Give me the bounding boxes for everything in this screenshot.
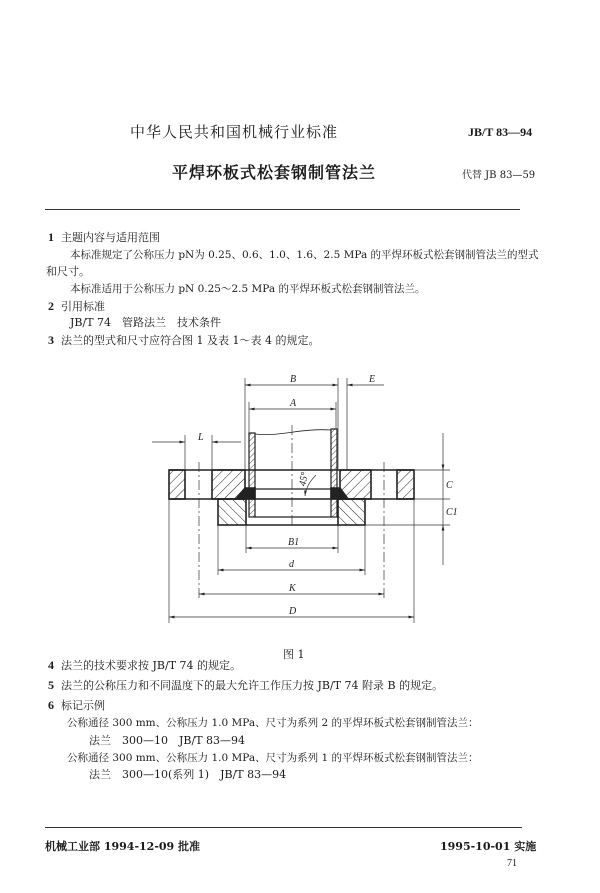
example-1-mark: 法兰 300—10 JB/T 83—94 (89, 734, 246, 747)
angle-label: 45° (297, 471, 311, 487)
section-6-heading: 6 标记示例 (48, 698, 105, 712)
section-4-text: 4 法兰的技术要求按 JB/T 74 的规定。 (48, 658, 242, 672)
flange-section (169, 429, 414, 525)
replaces-note: 代替 JB 83—59 (462, 170, 536, 181)
section-1-para1-cont: 和尺寸。 (46, 265, 90, 278)
example-2-mark: 法兰 300—10(系列 1) JB/T 83—94 (89, 768, 287, 781)
effective-date: 1995-10-01 实施 (440, 840, 537, 853)
dim-label-L: L (198, 432, 204, 443)
dim-label-C: C (446, 480, 453, 491)
footer-rule (45, 827, 522, 828)
dim-label-C1: C1 (446, 507, 458, 518)
example-2-desc: 公称通径 300 mm、公称压力 1.0 MPa、尺寸为系列 1 的平焊环板式松套钢制管法兰： (67, 752, 479, 764)
dim-label-K: K (289, 583, 296, 594)
dim-label-A: A (290, 398, 297, 409)
dim-label-D: D (289, 606, 297, 617)
page-number: 71 (507, 858, 517, 869)
approval-note: 机械工业部 1994-12-09 批准 (45, 840, 201, 853)
section-1-para1: 本标准规定了公称压力 pN为 0.25、0.6、1.0、1.6、2.5 MPa 的平焊环板式松套钢制管法兰的型式 (70, 249, 539, 261)
dim-label-B1: B1 (288, 537, 300, 548)
section-2-heading: 2 引用标准 (48, 299, 105, 313)
dim-label-B: B (290, 374, 297, 385)
figure-caption: 图 1 (283, 648, 305, 661)
section-5-text: 5 法兰的公称压力和不同温度下的最大允许工作压力按 JB/T 74 附录 B 的规定。 (48, 678, 444, 692)
section-1-heading: 1 主题内容与适用范围 (48, 230, 160, 244)
example-1-desc: 公称通径 300 mm、公称压力 1.0 MPa、尺寸为系列 2 的平焊环板式松套钢制管法兰： (67, 717, 479, 729)
dim-label-d: d (289, 559, 294, 570)
document-title: 平焊环板式松套钢制管法兰 (172, 163, 377, 182)
section-3-text: 3 法兰的型式和尺寸应符合图 1 及表 1～表 4 的规定。 (48, 333, 320, 347)
dim-label-E: E (369, 374, 376, 385)
section-1-para2: 本标准适用于公称压力 pN 0.25～2.5 MPa 的平焊环板式松套钢制管法兰。 (70, 283, 426, 295)
section-2-reference: JB/T 74 管路法兰 技术条件 (70, 316, 222, 329)
standard-number: JB/T 83—94 (468, 125, 533, 139)
org-title: 中华人民共和国机械行业标准 (130, 123, 339, 141)
